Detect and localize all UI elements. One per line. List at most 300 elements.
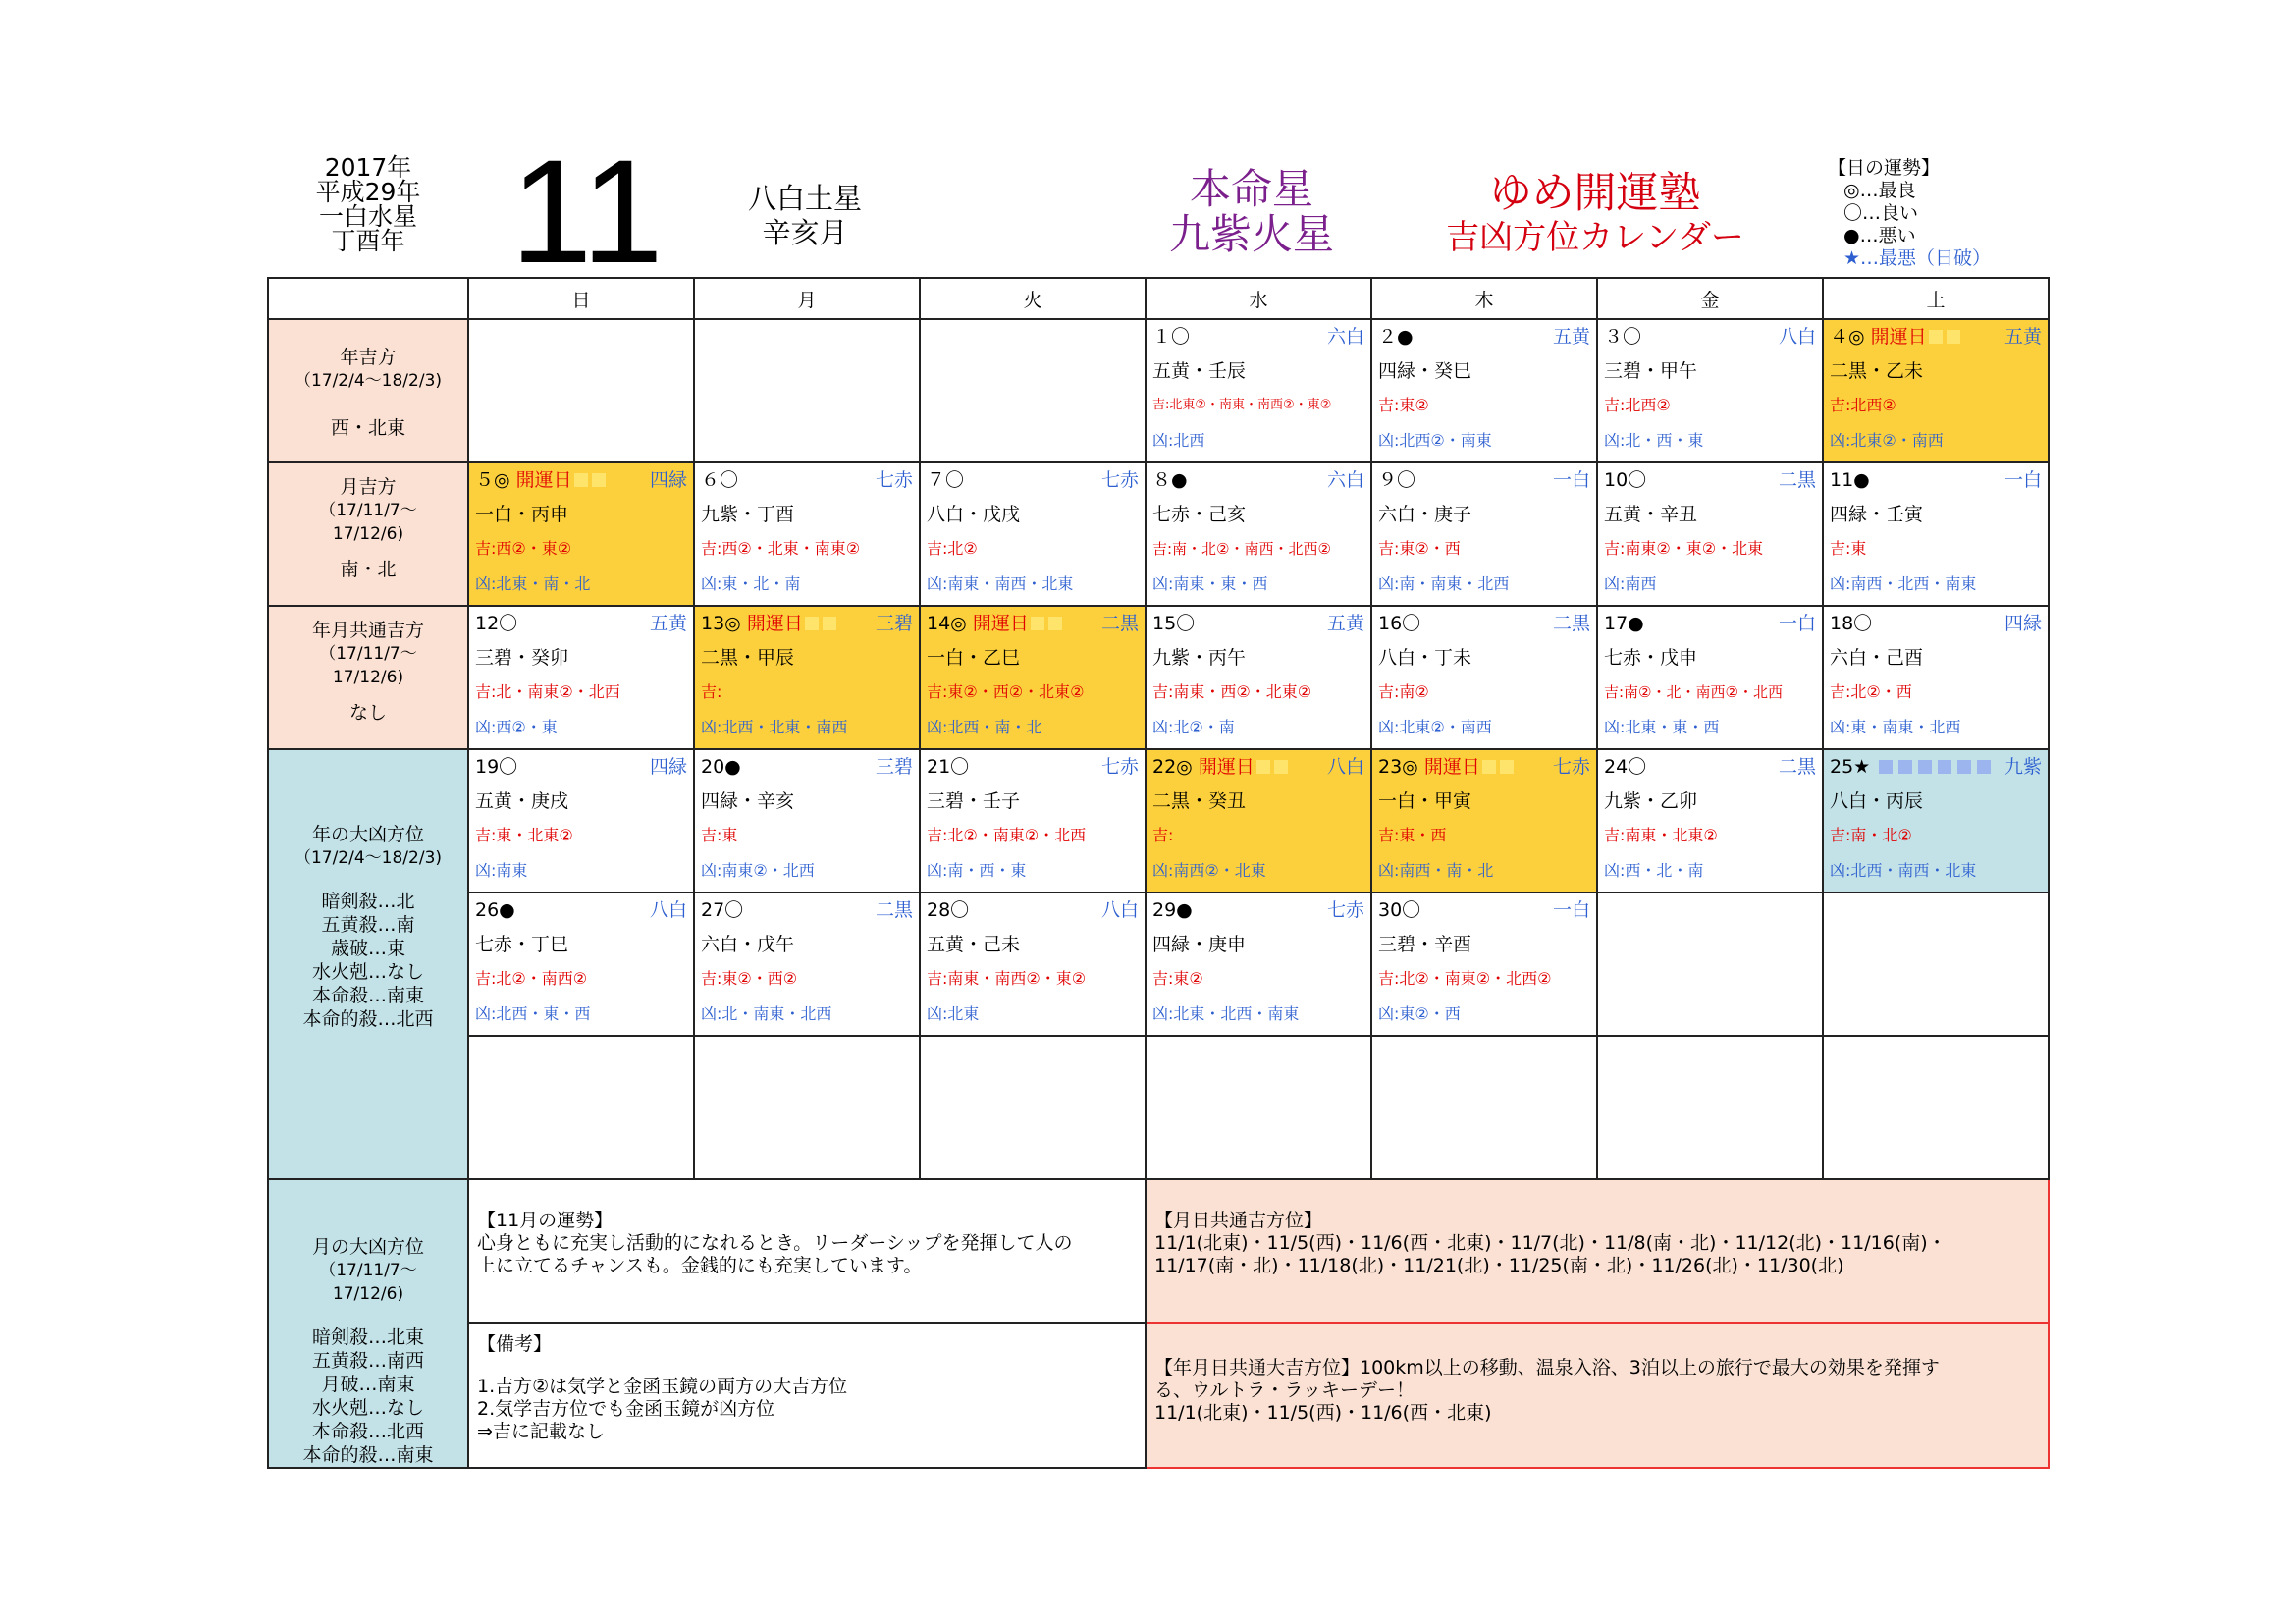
ymd-lucky-text: 【年月日共通大吉方位】100km以上の移動、温泉入浴、3泊以上の旅行で最大の効果を発揮す xyxy=(1154,1356,1940,1379)
day-star: 三碧 xyxy=(875,756,913,778)
day-cell-20[interactable] xyxy=(694,749,920,893)
day-cell-1[interactable] xyxy=(1146,319,1371,462)
day-number: 27〇 xyxy=(701,899,744,921)
day-cell-13[interactable] xyxy=(694,606,920,749)
day-cell-24[interactable] xyxy=(1597,749,1823,893)
day-star: 一白 xyxy=(1778,613,1816,634)
day-cell-17[interactable] xyxy=(1597,606,1823,749)
day-star: 六白 xyxy=(1326,326,1364,348)
day-kanshi: 二黒・癸丑 xyxy=(1152,790,1247,812)
lucky-marker xyxy=(823,617,836,630)
worst-marker xyxy=(1977,760,1991,774)
year-bad-item: 水火剋…なし xyxy=(311,961,424,983)
lucky-day-label: 開運日 xyxy=(1423,756,1480,778)
day-kanshi: 一白・乙巳 xyxy=(927,647,1021,669)
day-kanshi: 三碧・甲午 xyxy=(1604,360,1698,382)
worst-marker xyxy=(1898,760,1912,774)
day-kanshi: 三碧・癸卯 xyxy=(475,647,569,669)
day-cell-25[interactable] xyxy=(1823,749,2049,893)
day-unlucky-directions: 凶:北西・南・北 xyxy=(927,718,1042,736)
day-number: 12〇 xyxy=(475,613,518,634)
day-kanshi: 八白・丁未 xyxy=(1378,647,1472,669)
day-kanshi: 一白・丙申 xyxy=(475,504,569,525)
lucky-marker xyxy=(1256,760,1270,774)
day-star: 六白 xyxy=(1326,469,1364,491)
month-lucky-period: （17/11/7～ xyxy=(319,501,417,520)
day-lucky-directions: 吉:東・北東② xyxy=(475,826,573,844)
day-lucky-directions: 吉:北東②・南東・南西②・東② xyxy=(1152,398,1332,412)
day-cell-16[interactable] xyxy=(1371,606,1597,749)
day-number: 22◎ xyxy=(1152,756,1193,778)
day-star: 五黄 xyxy=(1552,326,1590,348)
weekday-wed: 水 xyxy=(1146,278,1371,319)
month-day-common-lucky-box xyxy=(1146,1179,2049,1323)
day-lucky-directions: 吉:東②・西② xyxy=(701,969,798,988)
empty-day-cell xyxy=(1597,1036,1823,1179)
worst-marker xyxy=(1938,760,1951,774)
weekday-mon: 月 xyxy=(694,278,920,319)
day-lucky-directions: 吉:東 xyxy=(701,826,738,844)
year-info xyxy=(304,155,432,253)
day-lucky-directions: 吉:東 xyxy=(1830,539,1867,558)
day-kanshi: 四緑・壬寅 xyxy=(1830,504,1924,525)
day-cell-2[interactable] xyxy=(1371,319,1597,462)
day-star: 七赤 xyxy=(1100,756,1139,778)
day-lucky-directions: 吉:北②・南東②・北西② xyxy=(1378,969,1552,988)
lucky-marker xyxy=(805,617,819,630)
day-star: 二黒 xyxy=(1552,613,1590,634)
day-number: 15〇 xyxy=(1152,613,1196,634)
day-kanshi: 七赤・戊申 xyxy=(1604,647,1698,669)
day-lucky-directions: 吉:南東・西②・北東② xyxy=(1152,682,1312,701)
day-cell-26[interactable] xyxy=(468,893,694,1036)
day-kanshi: 五黄・壬辰 xyxy=(1152,360,1247,382)
remarks-text: 2.気学吉方位でも金函玉鏡が凶方位 xyxy=(477,1397,775,1420)
common-lucky-period: 17/12/6) xyxy=(332,668,404,687)
legend xyxy=(1828,157,1991,270)
month-number: 11 xyxy=(510,129,664,294)
school-block xyxy=(1433,169,1757,257)
day-star: 一白 xyxy=(1552,899,1590,921)
year-bad-item: 本命的殺…北西 xyxy=(302,1008,434,1030)
honmei-star: 九紫火星 xyxy=(1168,210,1334,258)
day-star: 九紫 xyxy=(2003,756,2042,778)
day-star: 五黄 xyxy=(1326,613,1364,634)
day-unlucky-directions: 凶:東・北・南 xyxy=(701,574,801,593)
day-unlucky-directions: 凶:北西・東・西 xyxy=(475,1004,591,1023)
day-kanshi: 五黄・己未 xyxy=(927,934,1021,955)
lucky-day-label: 開運日 xyxy=(746,613,803,634)
day-kanshi: 六白・戊午 xyxy=(701,934,795,955)
day-lucky-directions: 吉:北② xyxy=(927,539,978,558)
day-unlucky-directions: 凶:北②・南 xyxy=(1152,718,1235,736)
worst-marker xyxy=(1918,760,1932,774)
day-kanshi: 八白・戊戌 xyxy=(927,504,1021,525)
day-cell-29[interactable] xyxy=(1146,893,1371,1036)
legend-good: 〇…良い xyxy=(1843,202,1919,224)
day-unlucky-directions: 凶:北西・北東・南西 xyxy=(701,718,848,736)
empty-day-cell xyxy=(1146,1036,1371,1179)
day-star: 五黄 xyxy=(649,613,687,634)
day-unlucky-directions: 凶:南東 xyxy=(475,861,528,880)
day-number: 20● xyxy=(701,756,741,778)
day-cell-14[interactable] xyxy=(920,606,1146,749)
day-star: 七赤 xyxy=(1326,899,1364,921)
ymd-lucky-text: る、ウルトラ・ラッキーデー！ xyxy=(1154,1379,1415,1401)
year-line: 平成29年 xyxy=(315,178,421,206)
month-bad-item: 水火剋…なし xyxy=(311,1397,424,1419)
day-lucky-directions: 吉:西②・東② xyxy=(475,539,572,558)
month-bad-period: （17/11/7～ xyxy=(319,1261,417,1280)
lucky-marker xyxy=(1947,330,1960,344)
month-lucky-direction xyxy=(268,462,468,606)
month-bad-item: 五黄殺…南西 xyxy=(311,1350,424,1372)
day-number: 26● xyxy=(475,899,515,921)
month-day-lucky-text: 11/1(北東)・11/5(西)・11/6(西・北東)・11/7(北)・11/8(南・北)・11/12(北)・11/16(南)・ xyxy=(1154,1232,1947,1254)
day-star: 七赤 xyxy=(1100,469,1139,491)
lucky-day-label: 開運日 xyxy=(515,469,572,491)
day-number: 23◎ xyxy=(1378,756,1418,778)
day-kanshi: 五黄・庚戌 xyxy=(475,790,569,812)
ymd-common-great-lucky-box xyxy=(1146,1323,2049,1468)
year-line: 丁酉年 xyxy=(331,227,405,255)
common-lucky-value: なし xyxy=(348,702,387,724)
empty-day-cell xyxy=(920,319,1146,462)
empty-day-cell xyxy=(1597,893,1823,1036)
day-unlucky-directions: 凶:北東②・南西 xyxy=(1830,431,1944,450)
day-number: 14◎ xyxy=(927,613,967,634)
day-number: 29● xyxy=(1152,899,1193,921)
day-star: 四緑 xyxy=(649,469,687,491)
honmei-block xyxy=(1139,167,1364,257)
year-line: 一白水星 xyxy=(318,202,417,231)
day-kanshi: 六白・庚子 xyxy=(1378,504,1472,525)
day-kanshi: 九紫・丙午 xyxy=(1152,647,1247,669)
day-cell-8[interactable] xyxy=(1146,462,1371,606)
year-bad-item: 暗剣殺…北 xyxy=(321,891,415,912)
month-bad-title: 月の大凶方位 xyxy=(311,1236,424,1258)
day-cell-5[interactable] xyxy=(468,462,694,606)
day-lucky-directions: 吉: xyxy=(701,682,722,701)
honmei-title: 本命星 xyxy=(1189,165,1313,213)
day-lucky-directions: 吉:西②・北東・南東② xyxy=(701,539,861,558)
day-lucky-directions: 吉:北西② xyxy=(1604,396,1671,414)
week-row-3 xyxy=(268,606,2049,749)
day-number: 16〇 xyxy=(1378,613,1421,634)
empty-day-cell xyxy=(1371,1036,1597,1179)
day-kanshi: 九紫・乙卯 xyxy=(1604,790,1698,812)
day-star: 八白 xyxy=(1326,756,1364,778)
day-lucky-directions: 吉:北・南東②・北西 xyxy=(475,682,620,701)
day-lucky-directions: 吉:東・西 xyxy=(1378,826,1447,844)
day-kanshi: 九紫・丁酉 xyxy=(701,504,795,525)
day-cell-21[interactable] xyxy=(920,749,1146,893)
day-unlucky-directions: 凶:北・西・東 xyxy=(1604,431,1704,450)
day-kanshi: 五黄・辛丑 xyxy=(1604,504,1698,525)
day-number: ２● xyxy=(1378,326,1414,348)
day-lucky-directions: 吉:北②・西 xyxy=(1830,682,1912,701)
day-kanshi: 二黒・乙未 xyxy=(1830,360,1924,382)
day-number: 30〇 xyxy=(1378,899,1421,921)
day-lucky-directions: 吉:東② xyxy=(1378,396,1429,414)
day-lucky-directions: 吉:南東②・東②・北東 xyxy=(1604,539,1764,558)
week-row-6 xyxy=(268,1036,2049,1179)
day-number: 28〇 xyxy=(927,899,970,921)
month-bad-item: 月破…南東 xyxy=(321,1374,415,1395)
month-fortune-text: 心身ともに充実し活動的になれるとき。リーダーシップを発揮して人の xyxy=(477,1232,1073,1254)
day-lucky-directions: 吉:北西② xyxy=(1830,396,1896,414)
year-lucky-direction xyxy=(268,319,468,462)
day-unlucky-directions: 凶:東・南東・北西 xyxy=(1830,718,1961,736)
day-cell-6[interactable] xyxy=(694,462,920,606)
day-star: 二黒 xyxy=(875,899,913,921)
day-unlucky-directions: 凶:南・西・東 xyxy=(927,861,1027,880)
day-unlucky-directions: 凶:西②・東 xyxy=(475,718,558,736)
day-kanshi: 三碧・壬子 xyxy=(927,790,1021,812)
day-star: 四緑 xyxy=(649,756,687,778)
month-bad-period: 17/12/6) xyxy=(332,1284,404,1304)
remarks-box xyxy=(468,1323,1146,1468)
header-corner xyxy=(268,278,468,319)
day-unlucky-directions: 凶:南西・南・北 xyxy=(1378,861,1494,880)
day-number: 11● xyxy=(1830,469,1870,491)
lucky-marker xyxy=(1482,760,1496,774)
day-lucky-directions: 吉:北②・南西② xyxy=(475,969,588,988)
day-star: 一白 xyxy=(2003,469,2042,491)
day-kanshi: 四緑・癸巳 xyxy=(1378,360,1472,382)
day-star: 五黄 xyxy=(2003,326,2042,348)
day-cell-12[interactable] xyxy=(468,606,694,749)
month-bad-item: 本命殺…北西 xyxy=(311,1421,424,1442)
day-lucky-directions: 吉:南・北② xyxy=(1830,826,1912,844)
day-cell-30[interactable] xyxy=(1371,893,1597,1036)
day-star: 二黒 xyxy=(1100,613,1139,634)
common-lucky-title: 年月共通吉方 xyxy=(311,620,424,641)
lucky-marker xyxy=(574,473,588,487)
worst-marker xyxy=(1957,760,1971,774)
lucky-marker xyxy=(1500,760,1514,774)
day-star: 二黒 xyxy=(1778,756,1816,778)
day-unlucky-directions: 凶:北西・南西・北東 xyxy=(1830,861,1977,880)
day-unlucky-directions: 凶:北東②・南西 xyxy=(1378,718,1492,736)
day-number: 17● xyxy=(1604,613,1644,634)
week-row-5 xyxy=(268,893,2049,1036)
day-number: 21〇 xyxy=(927,756,970,778)
day-number: 19〇 xyxy=(475,756,518,778)
day-star: 七赤 xyxy=(1552,756,1590,778)
day-kanshi: 三碧・辛酉 xyxy=(1378,934,1472,955)
weekday-sun: 日 xyxy=(468,278,694,319)
day-unlucky-directions: 凶:南・南東・北西 xyxy=(1378,574,1510,593)
week-row-1 xyxy=(268,319,2049,462)
month-kanshi: 辛亥月 xyxy=(762,216,848,249)
day-cell-4[interactable] xyxy=(1823,319,2049,462)
day-cell-28[interactable] xyxy=(920,893,1146,1036)
day-lucky-directions: 吉:東②・西②・北東② xyxy=(927,682,1085,701)
month-lucky-value: 南・北 xyxy=(340,559,397,580)
year-lucky-value: 西・北東 xyxy=(330,417,405,439)
legend-bad: ●…悪い xyxy=(1843,225,1916,246)
day-kanshi: 七赤・丁巳 xyxy=(475,934,569,955)
day-cell-7[interactable] xyxy=(920,462,1146,606)
year-bad-item: 本命殺…南東 xyxy=(311,985,424,1006)
day-unlucky-directions: 凶:北東・北西・南東 xyxy=(1152,1004,1300,1023)
day-kanshi: 二黒・甲辰 xyxy=(701,647,795,669)
notes-row-2 xyxy=(268,1323,2049,1468)
day-unlucky-directions: 凶:南東・東・西 xyxy=(1152,574,1268,593)
day-unlucky-directions: 凶:東②・西 xyxy=(1378,1004,1461,1023)
legend-worst: ★…最悪（日破） xyxy=(1843,247,1992,269)
day-lucky-directions: 吉:南② xyxy=(1378,682,1429,701)
day-number: ５◎ xyxy=(475,469,510,491)
day-cell-3[interactable] xyxy=(1597,319,1823,462)
week-row-4 xyxy=(268,749,2049,893)
day-lucky-directions: 吉:南東・南西②・東② xyxy=(927,969,1087,988)
day-lucky-directions: 吉:東② xyxy=(1152,969,1203,988)
day-number: ８● xyxy=(1152,469,1188,491)
day-kanshi: 七赤・己亥 xyxy=(1152,504,1247,525)
lucky-marker xyxy=(1031,617,1044,630)
school-name: ゆめ開運塾 xyxy=(1489,169,1701,218)
common-lucky-period: （17/11/7～ xyxy=(319,644,417,664)
day-cell-9[interactable] xyxy=(1371,462,1597,606)
year-bad-period: （17/2/4～18/2/3) xyxy=(294,848,443,868)
year-bad-item: 五黄殺…南 xyxy=(321,914,415,936)
day-cell-27[interactable] xyxy=(694,893,920,1036)
day-star: 一白 xyxy=(1552,469,1590,491)
day-star: 八白 xyxy=(1100,899,1139,921)
year-lucky-period: （17/2/4～18/2/3) xyxy=(294,371,443,391)
day-cell-22[interactable] xyxy=(1146,749,1371,893)
day-kanshi: 四緑・庚申 xyxy=(1152,934,1247,955)
month-bad-item: 暗剣殺…北東 xyxy=(311,1326,424,1348)
day-cell-15[interactable] xyxy=(1146,606,1371,749)
day-kanshi: 四緑・辛亥 xyxy=(701,790,795,812)
empty-day-cell xyxy=(920,1036,1146,1179)
day-number: １〇 xyxy=(1152,326,1191,348)
day-cell-23[interactable] xyxy=(1371,749,1597,893)
lucky-marker xyxy=(1929,330,1943,344)
weekday-header-row xyxy=(268,278,2049,319)
remarks-text: ⇒吉に記載なし xyxy=(477,1420,605,1442)
day-unlucky-directions: 凶:北東 xyxy=(927,1004,980,1023)
day-star: 四緑 xyxy=(2003,613,2042,634)
day-unlucky-directions: 凶:南東・南西・北東 xyxy=(927,574,1074,593)
month-bad-item: 本命的殺…南東 xyxy=(302,1444,434,1466)
day-number: ６〇 xyxy=(701,469,739,491)
day-unlucky-directions: 凶:北東・南・北 xyxy=(475,574,591,593)
month-star: 八白土星 xyxy=(747,182,862,215)
day-unlucky-directions: 凶:西・北・南 xyxy=(1604,861,1704,880)
day-star: 八白 xyxy=(649,899,687,921)
day-number: ４◎ xyxy=(1830,326,1865,348)
day-star: 三碧 xyxy=(875,613,913,634)
day-number: ７〇 xyxy=(927,469,965,491)
month-fortune-text: 上に立てるチャンスも。金銭的にも充実しています。 xyxy=(477,1255,923,1276)
month-lucky-title: 月吉方 xyxy=(340,476,397,498)
day-cell-18[interactable] xyxy=(1823,606,2049,749)
month-info xyxy=(726,182,883,250)
day-number: 18〇 xyxy=(1830,613,1873,634)
empty-day-cell xyxy=(694,1036,920,1179)
day-number: ９〇 xyxy=(1378,469,1416,491)
day-lucky-directions: 吉:南東・北東② xyxy=(1604,826,1718,844)
year-bad-title: 年の大凶方位 xyxy=(311,824,424,845)
day-unlucky-directions: 凶:南西・北西・南東 xyxy=(1830,574,1977,593)
day-lucky-directions: 吉:南②・北・南西②・北西 xyxy=(1604,683,1783,701)
empty-day-cell xyxy=(694,319,920,462)
day-star: 七赤 xyxy=(875,469,913,491)
day-cell-10[interactable] xyxy=(1597,462,1823,606)
lucky-day-label: 開運日 xyxy=(972,613,1029,634)
day-star: 八白 xyxy=(1778,326,1816,348)
month-lucky-period: 17/12/6) xyxy=(332,524,404,544)
day-lucky-directions: 吉: xyxy=(1152,826,1174,844)
day-kanshi: 一白・甲寅 xyxy=(1378,790,1472,812)
day-kanshi: 八白・丙辰 xyxy=(1830,790,1924,812)
day-number: 13◎ xyxy=(701,613,741,634)
day-number: 10〇 xyxy=(1604,469,1647,491)
weekday-thu: 木 xyxy=(1371,278,1597,319)
worst-marker xyxy=(1879,760,1893,774)
ymd-lucky-text: 11/1(北東)・11/5(西)・11/6(西・北東) xyxy=(1154,1401,1492,1424)
day-star: 二黒 xyxy=(1778,469,1816,491)
calendar-grid xyxy=(267,277,2050,1469)
weekday-fri: 金 xyxy=(1597,278,1823,319)
school-subtitle: 吉凶方位カレンダー xyxy=(1446,218,1744,257)
day-kanshi: 六白・己酉 xyxy=(1830,647,1924,669)
month-fortune-box xyxy=(468,1179,1146,1323)
day-cell-19[interactable] xyxy=(468,749,694,893)
empty-day-cell xyxy=(1823,1036,2049,1179)
empty-day-cell xyxy=(468,319,694,462)
day-unlucky-directions: 凶:北西②・南東 xyxy=(1378,431,1492,450)
day-lucky-directions: 吉:南・北②・南西・北西② xyxy=(1152,540,1331,558)
lucky-day-label: 開運日 xyxy=(1870,326,1927,348)
day-lucky-directions: 吉:東②・西 xyxy=(1378,539,1461,558)
notes-row-1 xyxy=(268,1179,2049,1323)
year-unlucky-directions xyxy=(268,749,468,1179)
day-lucky-directions: 吉:北②・南東②・北西 xyxy=(927,826,1087,844)
day-unlucky-directions: 凶:北東・東・西 xyxy=(1604,718,1720,736)
year-line: 2017年 xyxy=(324,153,412,182)
lucky-marker xyxy=(1048,617,1062,630)
remarks-title: 【備考】 xyxy=(477,1332,553,1355)
month-day-lucky-text: 11/17(南・北)・11/18(北)・11/21(北)・11/25(南・北)・11/26(北)・11/30(北) xyxy=(1154,1255,1844,1276)
day-unlucky-directions: 凶:南西②・北東 xyxy=(1152,861,1266,880)
day-unlucky-directions: 凶:南西 xyxy=(1604,574,1657,593)
day-number: 24〇 xyxy=(1604,756,1647,778)
day-unlucky-directions: 凶:北西 xyxy=(1152,431,1205,450)
year-bad-item: 歳破…東 xyxy=(330,938,405,959)
weekday-tue: 火 xyxy=(920,278,1146,319)
common-lucky-direction xyxy=(268,606,468,749)
month-day-lucky-title: 【月日共通吉方位】 xyxy=(1154,1210,1323,1231)
day-unlucky-directions: 凶:南東②・北西 xyxy=(701,861,815,880)
empty-day-cell xyxy=(468,1036,694,1179)
lucky-day-label: 開運日 xyxy=(1198,756,1255,778)
year-lucky-title: 年吉方 xyxy=(340,347,397,368)
day-cell-11[interactable] xyxy=(1823,462,2049,606)
month-unlucky-directions xyxy=(268,1179,468,1468)
empty-day-cell xyxy=(1823,893,2049,1036)
remarks-text: 1.吉方②は気学と金函玉鏡の両方の大吉方位 xyxy=(477,1375,848,1397)
weekday-sat: 土 xyxy=(1823,278,2049,319)
week-row-2 xyxy=(268,462,2049,606)
legend-best: ◎…最良 xyxy=(1843,180,1916,201)
day-number: ３〇 xyxy=(1604,326,1642,348)
day-unlucky-directions: 凶:北・南東・北西 xyxy=(701,1004,832,1023)
